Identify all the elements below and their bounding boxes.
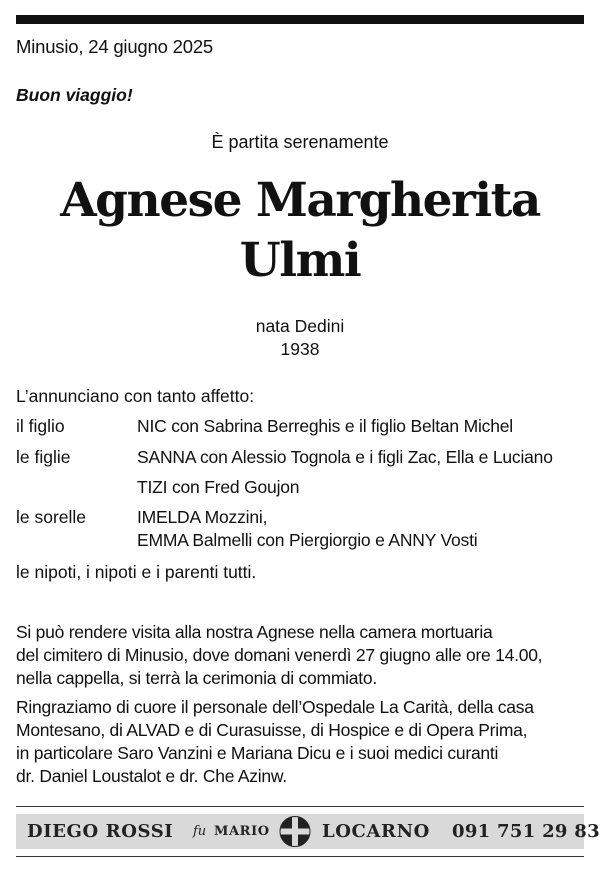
relation-names: EMMA Balmelli con Piergiorgio e ANNY Vosti xyxy=(137,530,478,550)
relation-label: le figlie xyxy=(16,447,71,467)
paragraph-line: Si può rendere visita alla nostra Agnese nella camera mortuaria xyxy=(16,622,493,642)
paragraph-line: Montesano, di ALVAD e di Curasuisse, di Hospice e di Opera Prima, xyxy=(16,720,528,740)
relation-label: le sorelle xyxy=(16,507,87,527)
top-rule xyxy=(16,15,584,24)
place-date: Minusio, 24 giugno 2025 xyxy=(16,36,213,57)
footer-top-rule xyxy=(16,806,584,807)
paragraph-line: in particolare Saro Vanzini e Mariana Dicu e i suoi medici curanti xyxy=(16,743,499,763)
visit-paragraph xyxy=(16,621,542,690)
paragraph-line: nella cappella, si terrà la cerimonia di commiato. xyxy=(16,668,377,688)
maiden-name: nata Dedini xyxy=(255,316,345,336)
relation-names: SANNA con Alessio Tognola e i figli Zac, Ella e Luciano xyxy=(137,447,553,467)
funeral-home-city: LOCARNO xyxy=(322,821,430,842)
funeral-home-name: DIEGO ROSSI xyxy=(27,821,174,842)
birth-year: 1938 xyxy=(280,339,320,359)
family-intro: L’annunciano con tanto affetto: xyxy=(16,386,255,406)
relation-label: il figlio xyxy=(16,416,65,436)
farewell-text: Buon viaggio! xyxy=(16,85,133,105)
family-closing: le nipoti, i nipoti e i parenti tutti. xyxy=(16,562,257,582)
relation-names: TIZI con Fred Goujon xyxy=(137,477,300,497)
birth-info xyxy=(0,315,600,361)
cross-circle-logo-icon xyxy=(277,814,313,849)
paragraph-line: del cimitero di Minusio, dove domani venerdì 27 giugno alle ore 14.00, xyxy=(16,645,543,665)
founder-name: MARIO xyxy=(214,824,270,839)
founder-prefix: fu xyxy=(193,824,207,839)
deceased-name-last: Ulmi xyxy=(239,233,361,288)
footer-bottom-rule xyxy=(16,856,584,857)
deceased-name-first: Agnese Margherita xyxy=(60,173,540,228)
thanks-paragraph xyxy=(16,696,534,788)
relation-names: NIC con Sabrina Berreghis e il figlio Beltan Michel xyxy=(137,416,513,436)
funeral-home-footer xyxy=(16,814,600,849)
intro-text: È partita serenamente xyxy=(211,132,389,152)
paragraph-line: Ringraziamo di cuore il personale dell’Ospedale La Carità, della casa xyxy=(16,697,534,717)
funeral-home-phone: 091 751 29 83 xyxy=(452,821,600,842)
paragraph-line: dr. Daniel Loustalot e dr. Che Azinw. xyxy=(16,766,287,786)
relation-names: IMELDA Mozzini, xyxy=(137,507,268,527)
